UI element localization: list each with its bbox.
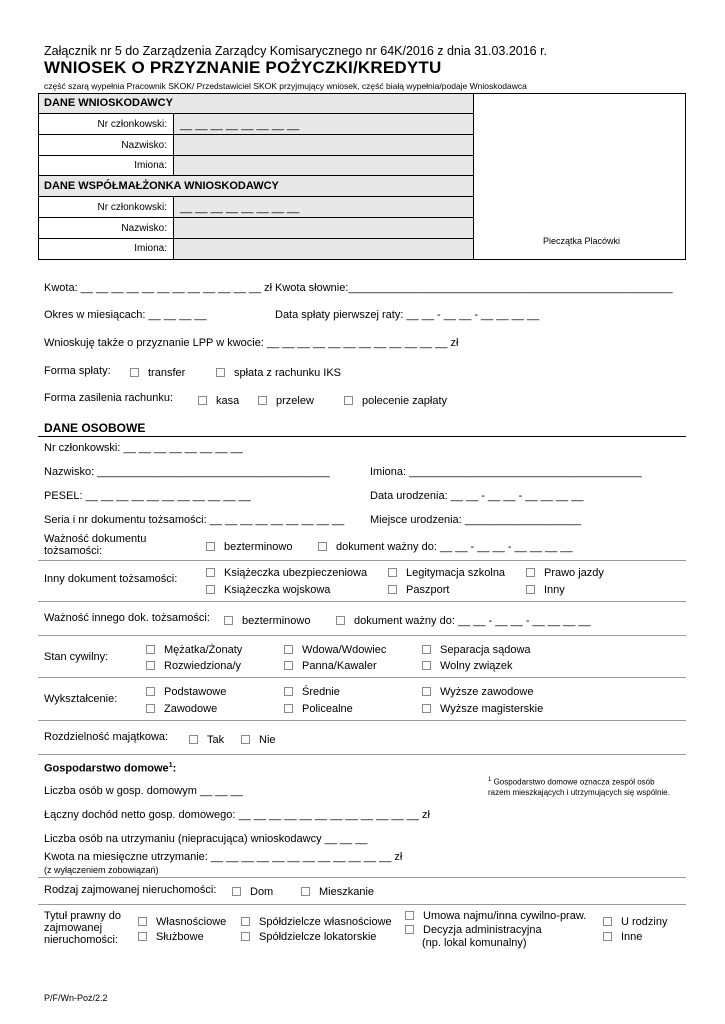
spouse-surname-label: Nazwisko:	[121, 223, 167, 234]
legal-title-label-line3: nieruchomości:	[44, 934, 118, 946]
stamp-label: Pieczątka Placówki	[543, 236, 621, 246]
personal-surname-field[interactable]: Nazwisko: ______________________________________	[44, 466, 330, 478]
household-title-text: Gospodarstwo domowe	[44, 762, 169, 775]
names-label: Imiona:	[134, 160, 167, 171]
row-divider	[38, 677, 686, 678]
checkbox-icon	[284, 704, 293, 713]
separation-option-no[interactable]	[241, 734, 276, 746]
option-label: Umowa najmu/inna cywilno-praw.	[423, 910, 587, 922]
option-label: Policealne	[302, 703, 353, 715]
option-label: dokument ważny do: __ __ - __ __ - __ __ __ __	[336, 541, 573, 553]
marital-option[interactable]	[422, 660, 513, 672]
funding-option-kasa[interactable]	[198, 395, 239, 407]
personal-member-no-field[interactable]: Nr członkowski: __ __ __ __ __ __ __ __	[44, 442, 243, 454]
lpp-field[interactable]: Wnioskuję także o przyznanie LPP w kwocie: __ __ __ __ __ __ __ __ __ __ __ __ zł	[44, 337, 459, 349]
checkbox-icon	[405, 911, 414, 920]
checkbox-icon	[336, 616, 345, 625]
option-label: Prawo jazdy	[544, 567, 604, 579]
checkbox-icon	[388, 568, 397, 577]
monthly-cost-note: (z wyłączeniem zobowiązań)	[44, 865, 159, 875]
property-label: Rodzaj zajmowanej nieruchomości:	[44, 884, 217, 896]
dependents-field[interactable]: Liczba osób na utrzymaniu (niepracująca) wnioskodawcy __ __ __	[44, 833, 368, 845]
option-label: bezterminowo	[242, 615, 311, 627]
checkbox-icon	[405, 925, 414, 934]
education-option[interactable]	[422, 686, 533, 698]
legal-title-option[interactable]	[138, 916, 226, 928]
option-label: Separacja sądowa	[440, 644, 531, 656]
checkbox-icon	[130, 368, 139, 377]
other-doc-label: Inny dokument tożsamości:	[44, 573, 178, 585]
pesel-field[interactable]: PESEL: __ __ __ __ __ __ __ __ __ __ __	[44, 490, 251, 502]
row-divider	[38, 635, 686, 636]
legal-title-label	[44, 910, 121, 946]
option-label: Nie	[259, 734, 276, 746]
option-label: Średnie	[302, 686, 340, 698]
option-label: Podstawowe	[164, 686, 227, 698]
marital-option[interactable]	[422, 644, 531, 656]
option-label: Zawodowe	[164, 703, 218, 715]
legal-title-option[interactable]	[603, 916, 667, 928]
checkbox-icon	[241, 932, 250, 941]
separation-label: Rozdzielność majątkowa:	[44, 731, 169, 743]
option-label: dokument ważny do: __ __ - __ __ - __ __ __ __	[354, 615, 591, 627]
other-validity-label: Ważność innego dok. tożsamości:	[44, 612, 210, 624]
marital-option[interactable]	[146, 660, 241, 672]
option-label: Książeczka ubezpieczeniowa	[224, 567, 368, 579]
surname-label: Nazwisko:	[121, 140, 167, 151]
option-label: Spółdzielcze lokatorskie	[259, 931, 377, 943]
spouse-names-row	[39, 239, 173, 259]
household-title	[44, 762, 176, 775]
spouse-section-header	[39, 176, 473, 197]
checkbox-icon	[603, 932, 612, 941]
checkbox-icon	[138, 932, 147, 941]
legal-title-label-line1: Tytuł prawny do	[44, 910, 122, 922]
form-code: P/F/Wn-Poż/2.2	[44, 993, 108, 1003]
separation-option-yes[interactable]	[189, 734, 224, 746]
option-label: bezterminowo	[224, 541, 293, 553]
checkbox-icon	[284, 661, 293, 670]
option-label: Wyższe zawodowe	[440, 686, 534, 698]
checkbox-icon	[146, 645, 155, 654]
option-label: Decyzja administracyjna	[423, 924, 542, 936]
checkbox-icon	[284, 645, 293, 654]
id-validity-label	[44, 533, 146, 557]
option-label: Inne	[621, 931, 643, 943]
legal-title-option[interactable]	[603, 931, 642, 943]
checkbox-icon	[422, 687, 431, 696]
legal-title-option[interactable]	[405, 910, 586, 922]
names-field[interactable]	[173, 156, 473, 176]
funding-option-przelew[interactable]	[258, 395, 314, 407]
checkbox-icon	[216, 368, 225, 377]
row-divider	[38, 904, 686, 905]
checkbox-icon	[388, 585, 397, 594]
option-label: Własnościowe	[156, 916, 227, 928]
household-title-colon: :	[172, 762, 177, 775]
id-validity-option-valid-until[interactable]	[318, 541, 573, 553]
stamp-area	[474, 94, 685, 259]
option-label: przelew	[276, 395, 314, 407]
checkbox-icon	[301, 887, 310, 896]
option-label: Służbowe	[156, 931, 204, 943]
monthly-cost-field[interactable]: Kwota na miesięczne utrzymanie: __ __ __ __ __ __ __ __ __ __ __ __ zł	[44, 851, 403, 863]
period-field[interactable]: Okres w miesiącach: __ __ __ __	[44, 309, 207, 321]
option-label: Tak	[207, 734, 225, 746]
footnote-marker: 1	[168, 762, 173, 769]
row-divider	[38, 877, 686, 878]
option-label: Rozwiedziona/y	[164, 660, 242, 672]
form-subtitle: część szarą wypełnia Pracownik SKOK/ Przedstawiciel SKOK przyjmujący wniosek, część białą wypełnia/podaje Wnioskodawca	[44, 81, 527, 91]
option-label: Mieszkanie	[319, 886, 375, 898]
personal-section-title: DANE OSOBOWE	[44, 421, 146, 435]
spouse-member-no-label: Nr członkowski:	[97, 202, 167, 213]
checkbox-icon	[206, 585, 215, 594]
checkbox-icon	[318, 542, 327, 551]
other-doc-option[interactable]	[526, 584, 565, 596]
amount-words-field[interactable]: Kwota słownie:_____________________________________________________	[275, 282, 673, 294]
first-payment-field[interactable]: Data spłaty pierwszej raty: __ __ - __ __ - __ __ __ __	[275, 309, 540, 321]
legal-title-option[interactable]	[241, 931, 376, 943]
property-option-house[interactable]	[232, 886, 273, 898]
checkbox-icon	[422, 704, 431, 713]
checkbox-icon	[526, 585, 535, 594]
spouse-member-no-field[interactable]	[173, 197, 473, 218]
row-divider	[38, 560, 686, 561]
applicant-section-title: DANE WNIOSKODAWCY	[44, 97, 173, 109]
other-doc-option[interactable]	[206, 584, 330, 596]
checkbox-icon	[344, 396, 353, 405]
checkbox-icon	[232, 887, 241, 896]
birth-place-field[interactable]: Miejsce urodzenia: ___________________	[370, 514, 582, 526]
other-doc-option[interactable]	[526, 567, 604, 579]
checkbox-icon	[526, 568, 535, 577]
row-divider	[38, 601, 686, 602]
checkbox-icon	[241, 735, 250, 744]
spouse-surname-field[interactable]	[173, 218, 473, 239]
option-label: Mężatka/Żonaty	[164, 644, 243, 656]
id-document-field[interactable]: Seria i nr dokumentu tożsamości: __ __ __ __ __ __ __ __ __	[44, 514, 345, 526]
other-validity-option-indefinite[interactable]	[224, 615, 310, 627]
member-no-value: __ __ __ __ __ __ __ __	[180, 119, 300, 131]
legal-title-option[interactable]	[405, 924, 542, 936]
marital-option[interactable]	[284, 644, 386, 656]
other-doc-option[interactable]	[388, 584, 449, 596]
footnote-marker: 1	[488, 777, 492, 783]
option-label: transfer	[148, 367, 186, 379]
household-persons-field[interactable]: Liczba osób w gosp. domowym __ __ __	[44, 785, 243, 797]
member-no-field[interactable]	[173, 114, 473, 135]
marital-option[interactable]	[146, 644, 242, 656]
education-option[interactable]	[284, 703, 353, 715]
legal-title-label-line2: zajmowanej	[44, 922, 103, 934]
spouse-names-field[interactable]	[173, 239, 473, 259]
checkbox-icon	[146, 704, 155, 713]
marital-option[interactable]	[284, 660, 377, 672]
id-validity-label-line2: tożsamości:	[44, 545, 103, 557]
repayment-label: Forma spłaty:	[44, 365, 111, 377]
option-label: U rodziny	[621, 916, 668, 928]
option-label: kasa	[216, 395, 240, 407]
checkbox-icon	[146, 661, 155, 670]
applicant-section-header	[39, 94, 473, 114]
property-option-flat[interactable]	[301, 886, 374, 898]
option-label: polecenie zapłaty	[362, 395, 448, 407]
footnote-text: Gospodarstwo domowe oznacza zespół osób razem mieszkających i utrzymujących się wspólnie.	[488, 777, 670, 797]
checkbox-icon	[422, 661, 431, 670]
id-validity-option-indefinite[interactable]	[206, 541, 292, 553]
option-label: Inny	[544, 584, 565, 596]
checkbox-icon	[603, 917, 612, 926]
surname-field[interactable]	[173, 135, 473, 156]
legal-title-option[interactable]	[241, 916, 392, 928]
option-label: Wolny związek	[440, 660, 513, 672]
checkbox-icon	[146, 687, 155, 696]
household-footnote	[488, 775, 678, 798]
birth-date-field[interactable]: Data urodzenia: __ __ - __ __ - __ __ __ __	[370, 490, 584, 502]
personal-names-field[interactable]: Imiona: ______________________________________	[370, 466, 642, 478]
repayment-option-transfer[interactable]	[130, 367, 185, 379]
checkbox-icon	[258, 396, 267, 405]
spouse-names-label: Imiona:	[134, 243, 167, 254]
household-income-field[interactable]: Łączny dochód netto gosp. domowego: __ __ __ __ __ __ __ __ __ __ __ __ zł	[44, 809, 430, 821]
row-divider	[38, 720, 686, 721]
education-option[interactable]	[146, 686, 226, 698]
checkbox-icon	[189, 735, 198, 744]
checkbox-icon	[224, 616, 233, 625]
other-doc-option[interactable]	[206, 567, 367, 579]
checkbox-icon	[284, 687, 293, 696]
option-label: Spółdzielcze własnościowe	[259, 916, 392, 928]
checkbox-icon	[241, 917, 250, 926]
option-label: Dom	[250, 886, 274, 898]
option-label: Legitymacja szkolna	[406, 567, 506, 579]
other-validity-option-valid-until[interactable]	[336, 615, 591, 627]
option-label: Wyższe magisterskie	[440, 703, 544, 715]
attachment-line: Załącznik nr 5 do Zarządzenia Zarządcy Komisarycznego nr 64K/2016 z dnia 31.03.2016 r.	[44, 44, 548, 58]
education-option[interactable]	[146, 703, 217, 715]
amount-field[interactable]: Kwota: __ __ __ __ __ __ __ __ __ __ __ __ zł	[44, 282, 273, 294]
page-title: WNIOSEK O PRZYZNANIE POŻYCZKI/KREDYTU	[44, 58, 442, 77]
checkbox-icon	[198, 396, 207, 405]
id-validity-label-line1: Ważność dokumentu	[44, 533, 147, 545]
legal-title-note: (np. lokal komunalny)	[422, 937, 527, 949]
member-no-label: Nr członkowski:	[97, 119, 167, 130]
checkbox-icon	[206, 568, 215, 577]
legal-title-option[interactable]	[138, 931, 204, 943]
spouse-member-no-value: __ __ __ __ __ __ __ __	[180, 202, 300, 214]
funding-label: Forma zasilenia rachunku:	[44, 392, 174, 404]
repayment-option-iks[interactable]	[216, 367, 341, 379]
education-option[interactable]	[422, 703, 543, 715]
option-label: spłata z rachunku IKS	[234, 367, 342, 379]
option-label: Wdowa/Wdowiec	[302, 644, 387, 656]
education-option[interactable]	[284, 686, 340, 698]
spouse-section-title: DANE WSPÓŁMAŁŻONKA WNIOSKODAWCY	[44, 180, 279, 192]
marital-label: Stan cywilny:	[44, 651, 109, 663]
option-label: Panna/Kawaler	[302, 660, 377, 672]
row-divider	[38, 754, 686, 755]
section-divider	[38, 436, 686, 437]
funding-option-polecenie[interactable]	[344, 395, 447, 407]
option-label: Paszport	[406, 584, 450, 596]
education-label: Wykształcenie:	[44, 693, 118, 705]
option-label: Książeczka wojskowa	[224, 584, 331, 596]
other-doc-option[interactable]	[388, 567, 505, 579]
checkbox-icon	[422, 645, 431, 654]
checkbox-icon	[138, 917, 147, 926]
checkbox-icon	[206, 542, 215, 551]
